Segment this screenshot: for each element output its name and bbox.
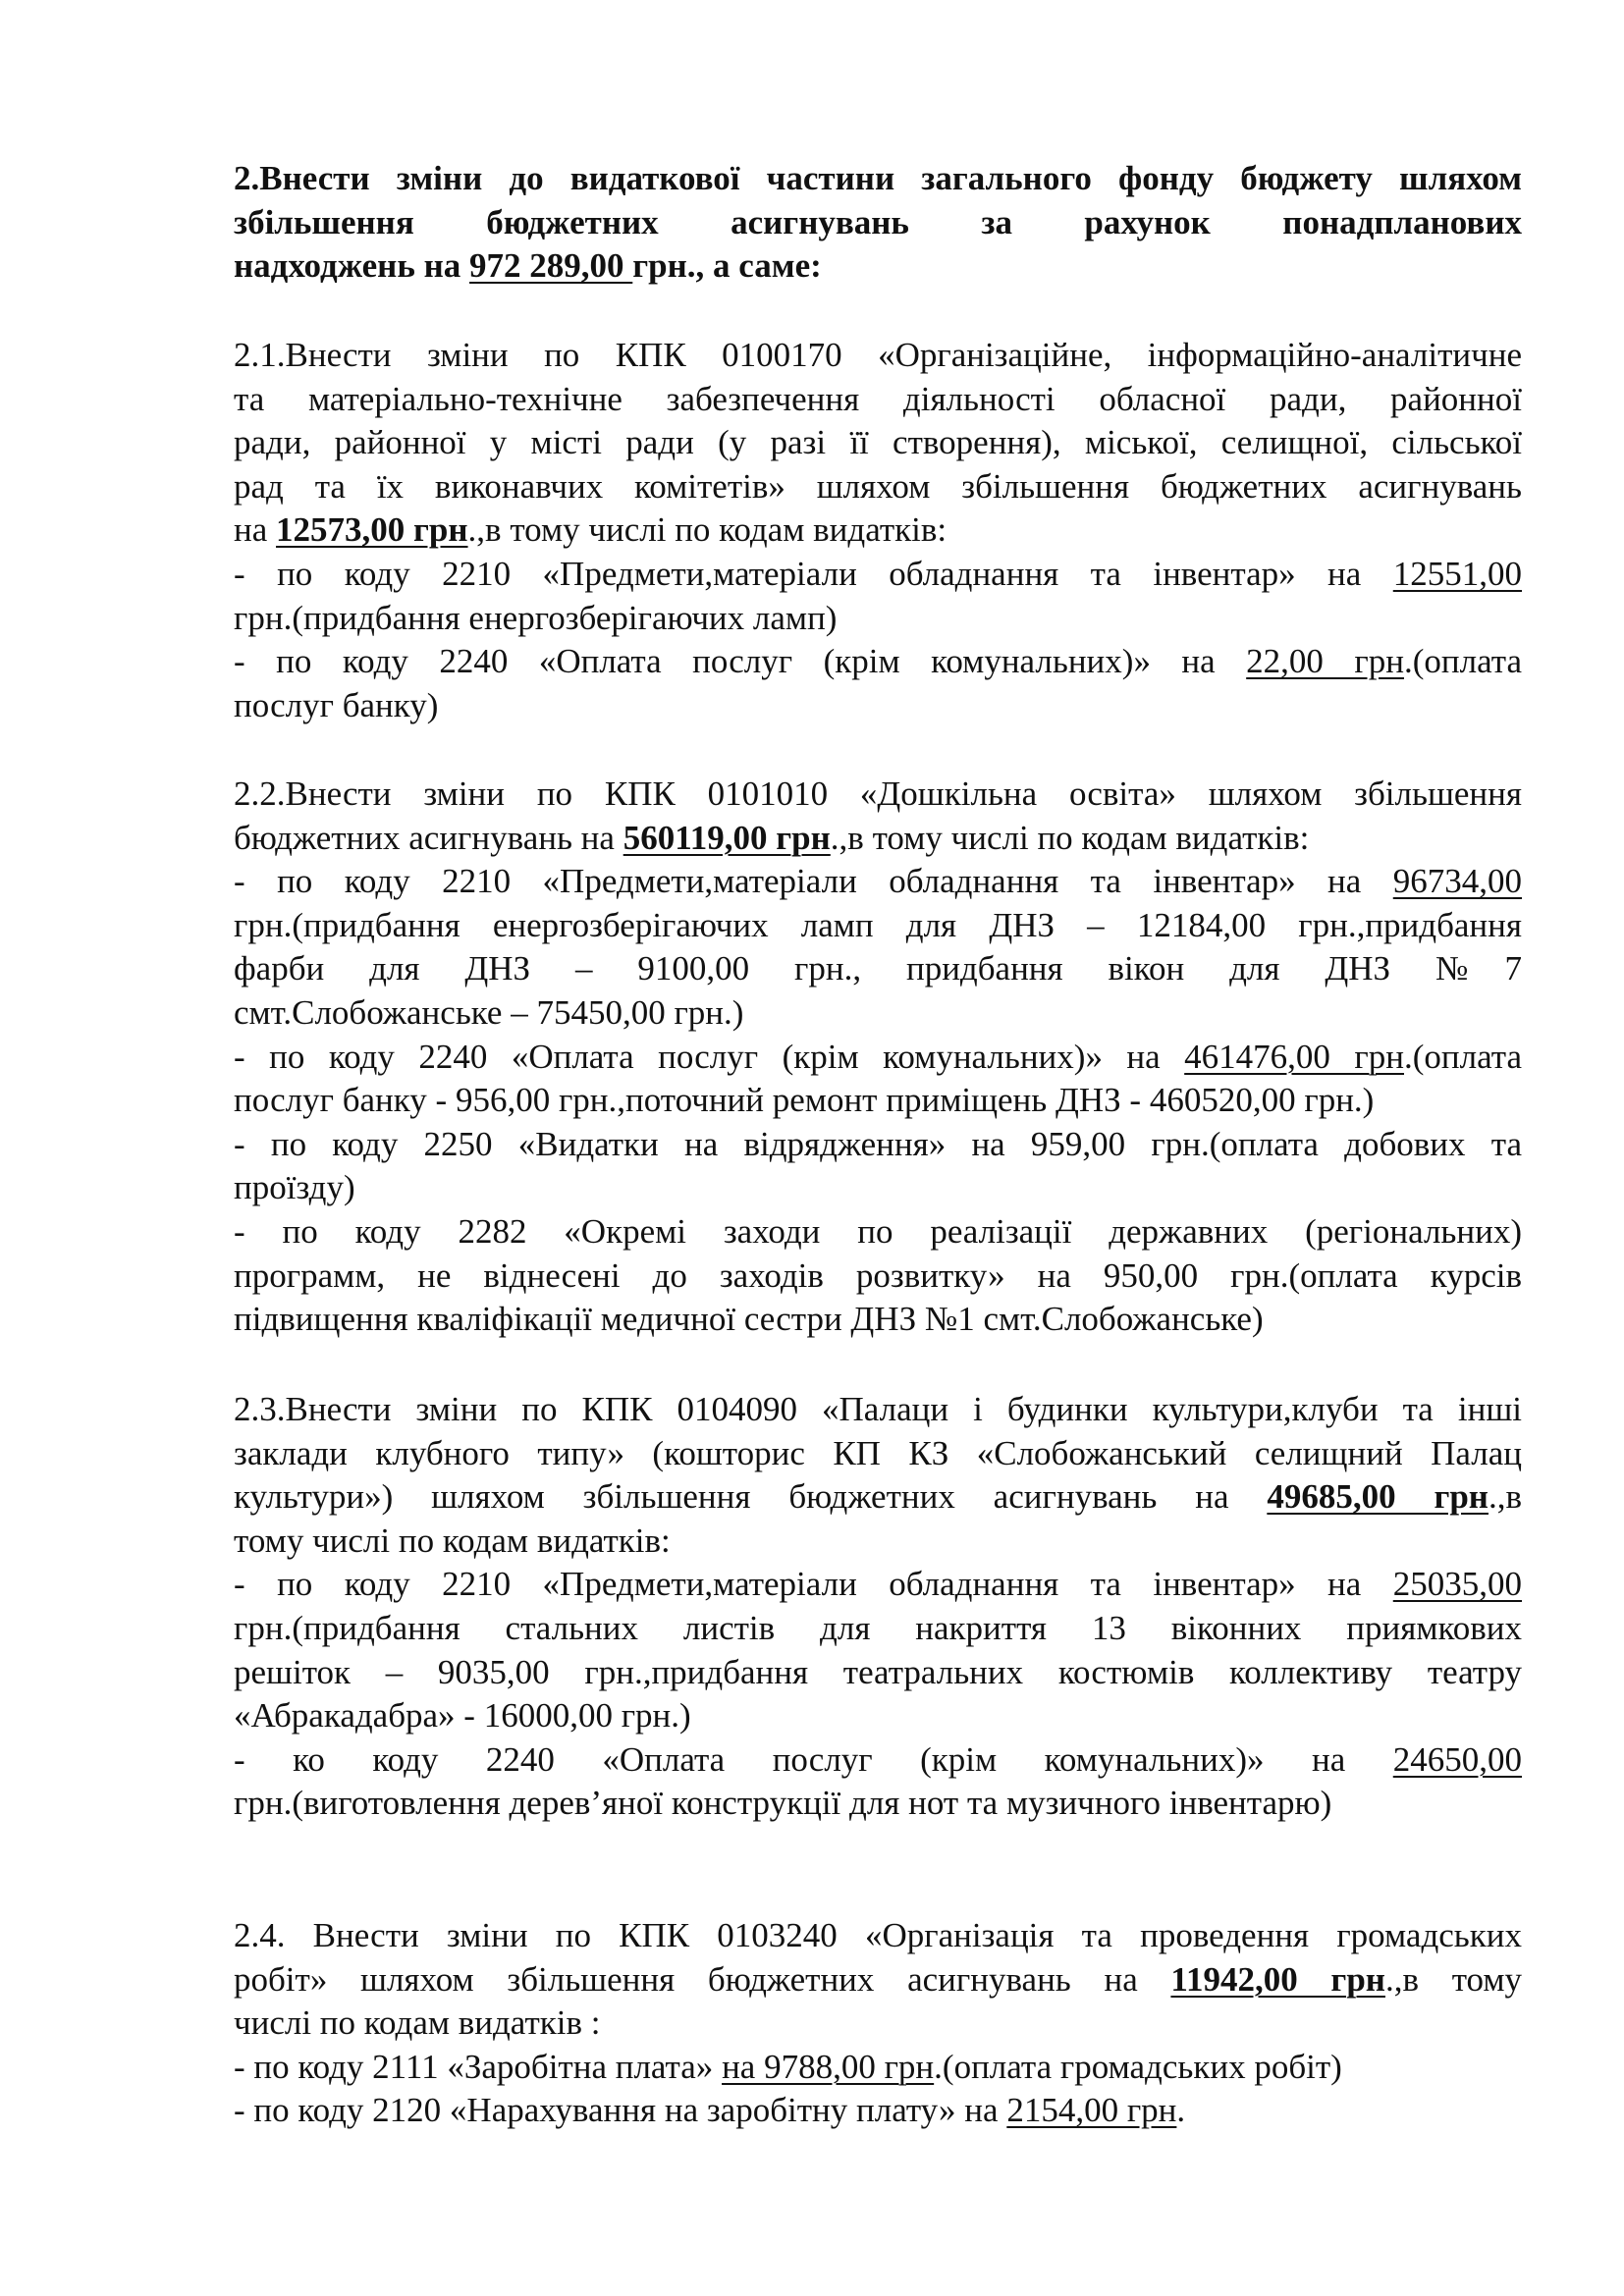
paragraph-line: грн.(придбання енергозберігаючих ламп для ДНЗ – 12184,00 грн.,придбання bbox=[234, 905, 1522, 944]
paragraph-text: .,в тому числі по кодам видатків: bbox=[830, 818, 1310, 857]
paragraph-line: смт.Слобожанське – 75450,00 грн.) bbox=[234, 992, 744, 1032]
paragraph-line: проїзду) bbox=[234, 1168, 355, 1207]
section-2-1 bbox=[234, 334, 1522, 727]
paragraph-text: на bbox=[234, 510, 277, 550]
paragraph-line: программ, не віднесені до заходів розвитку» на 950,00 грн.(оплата курсів bbox=[234, 1255, 1522, 1295]
paragraph-text: .(оплата bbox=[1404, 642, 1522, 681]
paragraph-text: .,в bbox=[1488, 1477, 1522, 1517]
paragraph-line bbox=[234, 1563, 1522, 1607]
section-amount: 11942,00 грн bbox=[1170, 1959, 1385, 1999]
code-amount: на 9788,00 грн bbox=[722, 2047, 935, 2086]
paragraph-line: - по коду 2282 «Окремі заходи по реалізації державних (регіональних) bbox=[234, 1211, 1522, 1251]
heading-line bbox=[234, 244, 1522, 289]
paragraph-line: заклади клубного типу» (кошторис КП КЗ «Слобожанський селищний Палац bbox=[234, 1433, 1522, 1472]
total-amount: 972 289,00 bbox=[469, 246, 633, 286]
paragraph-text: .,в тому bbox=[1384, 1959, 1522, 1999]
paragraph-line: послуг банку) bbox=[234, 685, 439, 724]
paragraph-line bbox=[234, 817, 1522, 861]
paragraph-line: числі по кодам видатків : bbox=[234, 2003, 601, 2043]
paragraph-line: - по коду 2250 «Видатки на відрядження» на 959,00 грн.(оплата добових та bbox=[234, 1124, 1522, 1163]
code-amount: 2154,00 грн bbox=[1006, 2091, 1177, 2130]
paragraph-text: культури») шляхом збільшення бюджетних асигнувань на bbox=[234, 1477, 1268, 1517]
paragraph-text: .,в тому числі по кодам видатків: bbox=[467, 510, 947, 550]
code-amount: 12551,00 bbox=[1392, 554, 1522, 593]
paragraph-line bbox=[234, 1738, 1522, 1783]
paragraph-line bbox=[234, 2089, 1522, 2133]
paragraph-line bbox=[234, 640, 1522, 684]
section-2-3 bbox=[234, 1388, 1522, 1826]
heading-text: надходжень на bbox=[234, 246, 461, 286]
paragraph-text: бюджетних асигнувань на bbox=[234, 818, 623, 857]
section-2-4 bbox=[234, 1914, 1522, 2133]
paragraph-line: решіток – 9035,00 грн.,придбання театральних костюмів коллективу театру bbox=[234, 1652, 1522, 1691]
paragraph-line: грн.(придбання енергозберігаючих ламп) bbox=[234, 598, 838, 637]
paragraph-text: .(оплата громадських робіт) bbox=[934, 2047, 1342, 2086]
paragraph-line: рад та їх виконавчих комітетів» шляхом збільшення бюджетних асигнувань bbox=[234, 466, 1522, 506]
paragraph-line: «Абракадабра» - 16000,00 грн.) bbox=[234, 1696, 691, 1735]
section-2-2 bbox=[234, 773, 1522, 1342]
paragraph-text: - по коду 2210 «Предмети,матеріали обладнання та інвентар» на bbox=[234, 1565, 1393, 1604]
paragraph-text: - по коду 2240 «Оплата послуг (крім комунальних)» на bbox=[234, 1037, 1185, 1076]
paragraph-line: 2.4. Внести зміни по КПК 0103240 «Організація та проведення громадських bbox=[234, 1916, 1522, 1954]
section-amount: 12573,00 грн bbox=[276, 510, 468, 550]
paragraph-line: 2.3.Внести зміни по КПК 0104090 «Палаци і будинки культури,клуби та інші bbox=[234, 1390, 1522, 1428]
section-amount: 560119,00 грн bbox=[623, 818, 831, 857]
paragraph-line: грн.(виготовлення дерев’яної конструкції для нот та музичного інвентарю) bbox=[234, 1784, 1332, 1823]
paragraph-line: грн.(придбання стальних листів для накриття 13 віконних приямкових bbox=[234, 1608, 1522, 1647]
paragraph-line: ради, районної у місті ради (у разі її створення), міської, селищної, сільської bbox=[234, 423, 1522, 462]
section-amount: 49685,00 грн bbox=[1267, 1477, 1489, 1517]
paragraph-text: . bbox=[1176, 2091, 1186, 2130]
heading-line: 2.Внести зміни до видаткової частини загального фонду бюджету шляхом bbox=[234, 159, 1522, 197]
paragraph-text: - по коду 2240 «Оплата послуг (крім комунальних)» на bbox=[234, 642, 1247, 681]
heading-line: збільшення бюджетних асигнувань за рахунок понадпланових bbox=[234, 202, 1522, 241]
paragraph-text: .(оплата bbox=[1404, 1037, 1522, 1076]
paragraph-line bbox=[234, 860, 1522, 904]
paragraph-line bbox=[234, 1036, 1522, 1080]
heading-text: грн., а саме: bbox=[632, 246, 822, 286]
paragraph-line: та матеріально-технічне забезпечення діяльності обласної ради, районної bbox=[234, 379, 1522, 418]
code-amount: 96734,00 bbox=[1392, 862, 1522, 901]
code-amount: 25035,00 bbox=[1392, 1565, 1522, 1604]
paragraph-line: тому числі по кодам видатків: bbox=[234, 1521, 671, 1560]
paragraph-line bbox=[234, 508, 1522, 553]
paragraph-line bbox=[234, 1958, 1522, 2002]
code-amount: 461476,00 грн bbox=[1184, 1037, 1404, 1076]
paragraph-line: фарби для ДНЗ – 9100,00 грн., придбання вікон для ДНЗ №7 bbox=[234, 949, 1522, 988]
paragraph-line: 2.1.Внести зміни по КПК 0100170 «Організаційне, інформаційно-аналітичне bbox=[234, 336, 1522, 374]
paragraph-text: - по коду 2120 «Нарахування на заробітну плату» на bbox=[234, 2091, 1007, 2130]
paragraph-text: - по коду 2210 «Предмети,матеріали обладнання та інвентар» на bbox=[234, 862, 1393, 901]
paragraph-text: робіт» шляхом збільшення бюджетних асигнувань на bbox=[234, 1959, 1171, 1999]
code-amount: 24650,00 bbox=[1392, 1739, 1522, 1779]
paragraph-text: - по коду 2210 «Предмети,матеріали обладнання та інвентар» на bbox=[234, 554, 1393, 593]
paragraph-text: - ко коду 2240 «Оплата послуг (крім комунальних)» на bbox=[234, 1739, 1393, 1779]
paragraph-line: 2.2.Внести зміни по КПК 0101010 «Дошкільна освіта» шляхом збільшення bbox=[234, 774, 1522, 813]
paragraph-line bbox=[234, 2046, 1522, 2090]
paragraph-text: - по коду 2111 «Заробітна плата» bbox=[234, 2047, 723, 2086]
code-amount: 22,00 грн bbox=[1246, 642, 1404, 681]
section-heading-2 bbox=[234, 157, 1522, 289]
paragraph-line: підвищення кваліфікації медичної сестри ДНЗ №1 смт.Слобожанське) bbox=[234, 1300, 1264, 1339]
paragraph-line bbox=[234, 553, 1522, 597]
paragraph-line: послуг банку - 956,00 грн.,поточний ремонт приміщень ДНЗ - 460520,00 грн.) bbox=[234, 1081, 1375, 1120]
paragraph-line bbox=[234, 1475, 1522, 1520]
